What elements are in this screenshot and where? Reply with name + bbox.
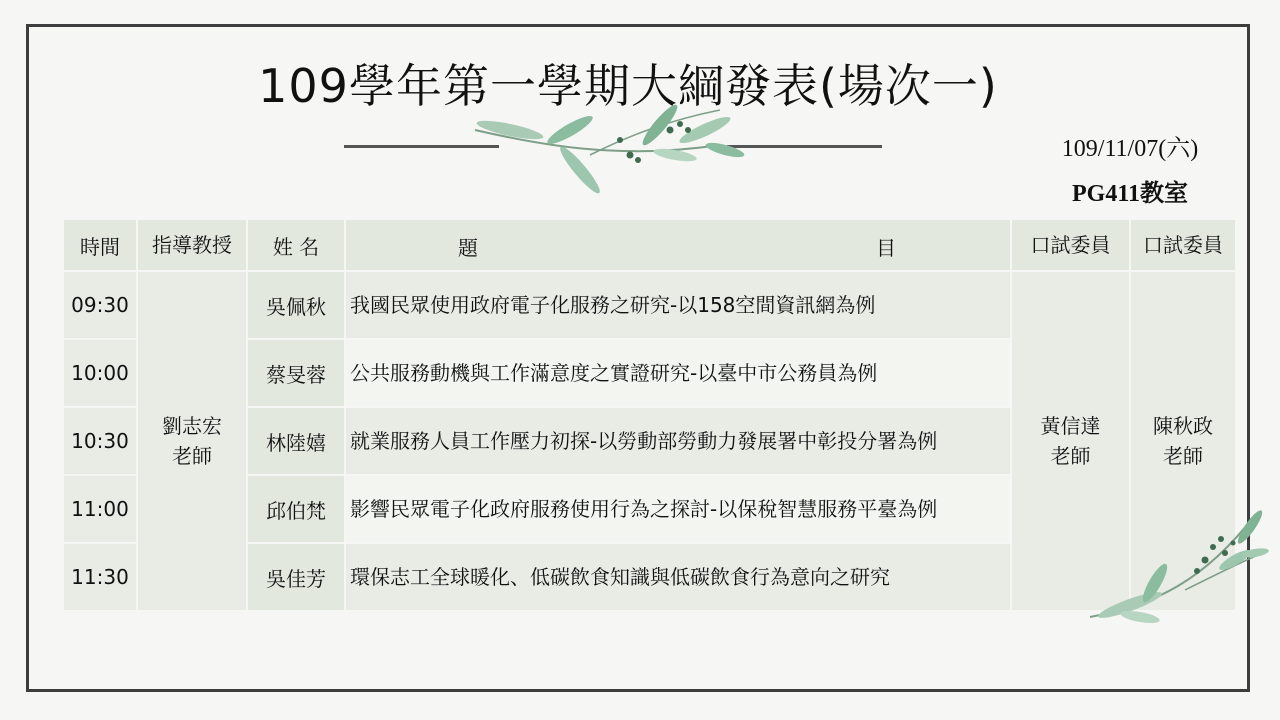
row-time: 10:00 xyxy=(64,340,136,406)
committee-1-name: 黃信達 xyxy=(1040,414,1101,438)
table-row xyxy=(64,272,1235,338)
row-topic: 環保志工全球暖化、低碳飲食知識與低碳飲食行為意向之研究 xyxy=(346,544,1010,610)
header-name: 姓 名 xyxy=(248,220,344,270)
page-title: 109學年第一學期大綱發表(場次一) xyxy=(258,59,998,113)
row-topic: 公共服務動機與工作滿意度之實證研究-以臺中市公務員為例 xyxy=(346,340,1010,406)
header-advisor: 指導教授 xyxy=(138,220,246,270)
event-date: 109/11/07(六) xyxy=(1061,136,1199,162)
row-time: 11:00 xyxy=(64,476,136,542)
row-time: 09:30 xyxy=(64,272,136,338)
header-topic-left: 題 xyxy=(458,236,478,260)
header-committee-2: 口試委員 xyxy=(1131,220,1235,270)
advisor-name: 劉志宏 xyxy=(162,414,222,438)
leaf-branch-top-icon xyxy=(470,100,760,195)
row-topic: 影響民眾電子化政府服務使用行為之探討-以保稅智慧服務平臺為例 xyxy=(346,476,1010,542)
header-topic-right: 目 xyxy=(876,236,896,260)
committee-2-title: 老師 xyxy=(1163,444,1203,468)
schedule-table xyxy=(62,218,1237,612)
row-student-name: 林陸嬉 xyxy=(248,408,344,474)
row-topic: 我國民眾使用政府電子化服務之研究-以158空間資訊網為例 xyxy=(346,272,1010,338)
table-header-row xyxy=(64,220,1235,270)
row-topic: 就業服務人員工作壓力初探-以勞動部勞動力發展署中彰投分署為例 xyxy=(346,408,1010,474)
row-student-name: 吳佩秋 xyxy=(248,272,344,338)
leaf-branch-bottom-icon xyxy=(1085,505,1270,625)
header-topic xyxy=(346,220,1010,270)
event-room: PG411教室 xyxy=(1071,181,1188,207)
header-time: 時間 xyxy=(64,220,136,270)
row-student-name: 蔡旻蓉 xyxy=(248,340,344,406)
row-student-name: 吳佳芳 xyxy=(248,544,344,610)
header-committee-1: 口試委員 xyxy=(1012,220,1129,270)
advisor-cell xyxy=(138,272,246,610)
committee-2-name: 陳秋政 xyxy=(1153,414,1213,438)
committee-1-title: 老師 xyxy=(1050,444,1091,468)
row-time: 10:30 xyxy=(64,408,136,474)
row-time: 11:30 xyxy=(64,544,136,610)
advisor-title: 老師 xyxy=(172,444,212,468)
row-student-name: 邱伯梵 xyxy=(248,476,344,542)
